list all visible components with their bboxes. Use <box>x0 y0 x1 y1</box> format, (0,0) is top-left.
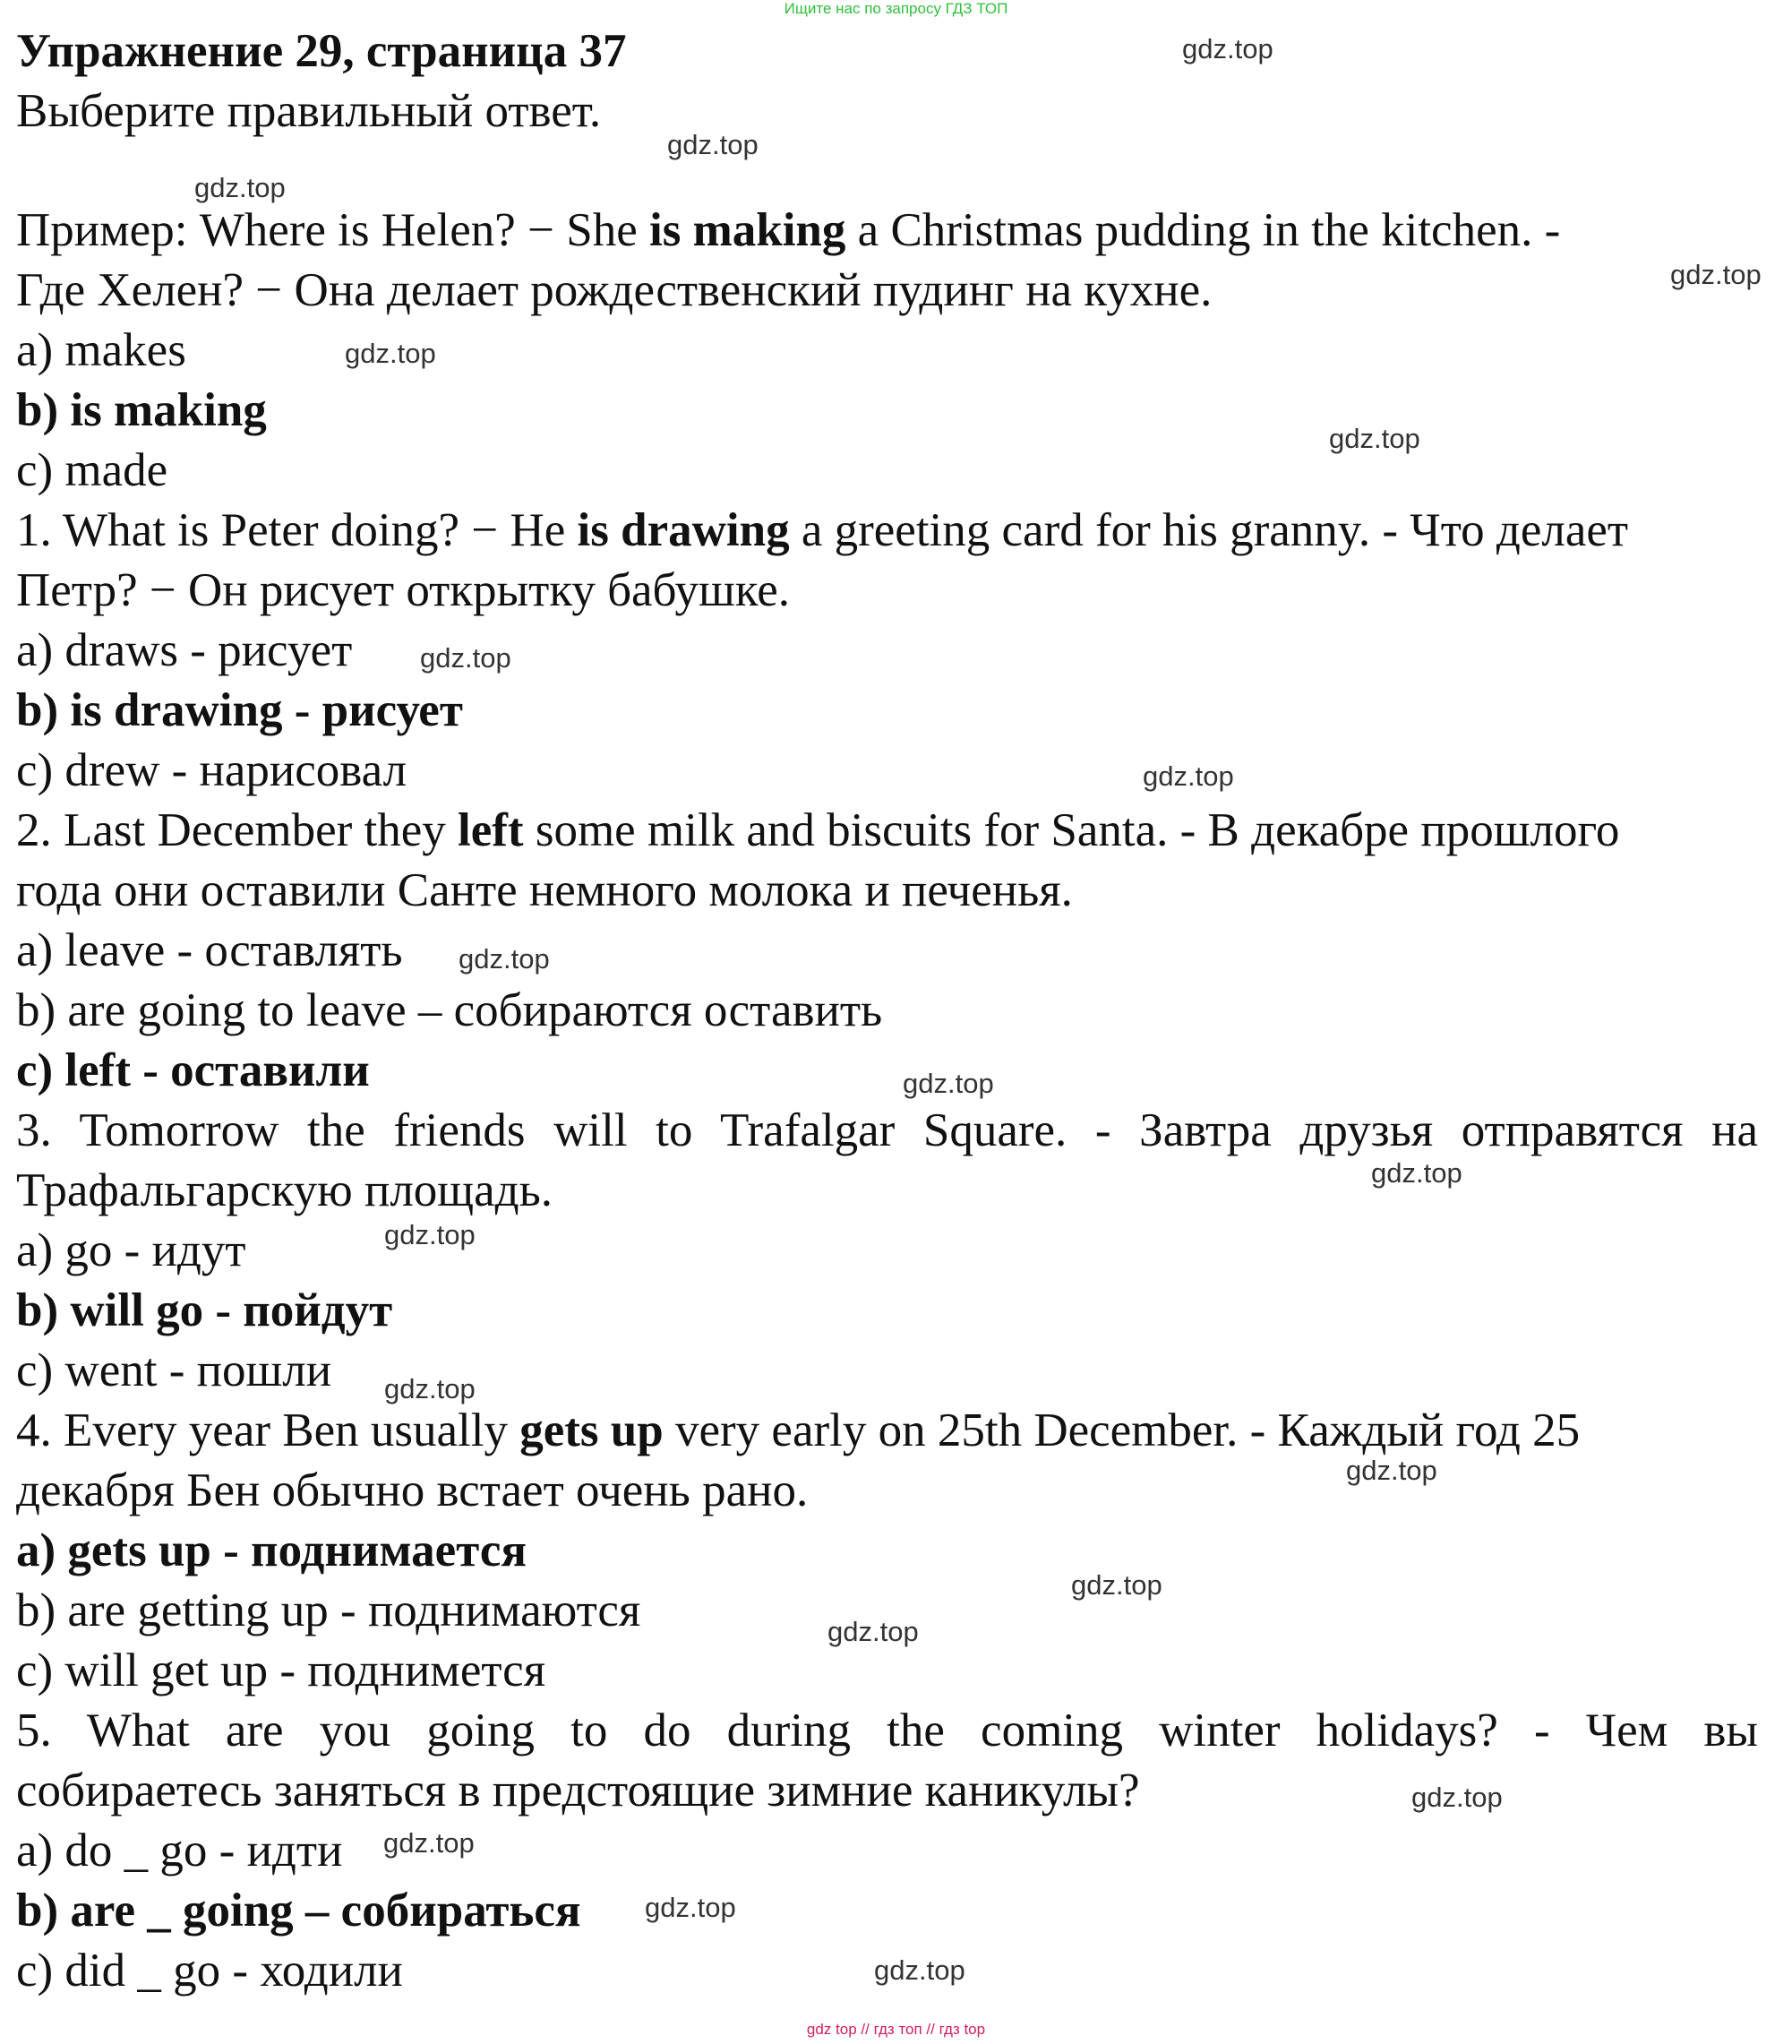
question-1: 1. What is Peter doing? − He is drawing a greeting card for his granny. - Что делает <box>16 504 1629 556</box>
example-question: Пример: Where is Helen? − She is making a Christmas pudding in the kitchen. - <box>16 204 1561 256</box>
question-1-option-a: a) draws - рисует <box>16 624 353 676</box>
exercise-content <box>16 21 1758 2001</box>
exercise-title: Упражнение 29, страница 37 <box>16 25 627 77</box>
question-1-option-c: c) drew - нарисовал <box>16 744 407 796</box>
example-option-c: c) made <box>16 444 168 496</box>
top-banner: Ищите нас по запросу ГДЗ ТОП <box>784 0 1008 17</box>
question-3-option-c: c) went - пошли <box>16 1344 332 1396</box>
question-5-option-b: b) are _ going – собираться <box>16 1885 581 1937</box>
watermark: gdz.top <box>1182 33 1273 64</box>
question-2-option-a: a) leave - оставлять <box>16 924 403 976</box>
watermark: gdz.top <box>384 1373 476 1404</box>
bottom-banner: gdz top // гдз топ // гдз top <box>806 2021 986 2038</box>
watermark: gdz.top <box>1670 259 1762 290</box>
example-translation: Где Хелен? − Она делает рождественский пудинг на кухне. <box>16 264 1213 316</box>
watermark: gdz.top <box>345 338 436 369</box>
question-4: 4. Every year Ben usually gets up very early on 25th December. - Каждый год 25 <box>16 1404 1581 1456</box>
question-2-translation: года они оставили Санте немного молока и печенья. <box>16 864 1073 916</box>
example-option-b: b) is making <box>16 384 267 436</box>
question-3: 3. Tomorrow the friends will to Trafalgar Square. - Завтра друзья отправятся на <box>16 1104 1758 1156</box>
watermark: gdz.top <box>903 1068 994 1099</box>
watermark: gdz.top <box>1411 1782 1503 1813</box>
watermark: gdz.top <box>827 1616 919 1647</box>
question-5-translation: собираетесь заняться в предстоящие зимние каникулы? <box>16 1765 1140 1816</box>
watermark: gdz.top <box>1329 423 1420 454</box>
question-4-option-c: c) will get up - поднимется <box>16 1645 546 1696</box>
watermark: gdz.top <box>1071 1569 1162 1601</box>
watermark: gdz.top <box>667 129 759 160</box>
question-3-option-b: b) will go - пойдут <box>16 1284 393 1336</box>
question-4-option-b: b) are getting up - поднимаются <box>16 1585 641 1636</box>
watermark: gdz.top <box>194 172 286 203</box>
question-3-translation: Трафальгарскую площадь. <box>16 1164 553 1216</box>
watermark: gdz.top <box>459 943 550 975</box>
question-5: 5. What are you going to do during the coming winter holidays? - Чем вы <box>16 1705 1758 1756</box>
watermark: gdz.top <box>874 1954 965 1986</box>
question-5-option-a: a) do _ go - идти <box>16 1825 343 1877</box>
watermark: gdz.top <box>384 1219 476 1250</box>
watermark: gdz.top <box>1346 1455 1437 1486</box>
question-2-option-c: c) left - оставили <box>16 1044 370 1096</box>
question-5-option-c: c) did _ go - ходили <box>16 1945 403 1997</box>
question-1-translation: Петр? − Он рисует открытку бабушке. <box>16 564 791 616</box>
question-1-option-b: b) is drawing - рисует <box>16 684 463 736</box>
question-3-option-a: a) go - идут <box>16 1224 246 1276</box>
example-option-a: a) makes <box>16 324 186 376</box>
watermark: gdz.top <box>1143 760 1234 792</box>
watermark: gdz.top <box>420 642 511 674</box>
example-label: Пример: <box>16 204 188 256</box>
question-2-option-b: b) are going to leave – собираются оставить <box>16 984 883 1036</box>
question-4-translation: декабря Бен обычно встает очень рано. <box>16 1464 809 1516</box>
watermark: gdz.top <box>645 1892 736 1923</box>
instruction-text: Выберите правильный ответ. <box>16 85 602 137</box>
watermark: gdz.top <box>383 1827 475 1859</box>
watermark: gdz.top <box>1371 1157 1462 1189</box>
question-2: 2. Last December they left some milk and biscuits for Santa. - В декабре прошлого <box>16 804 1620 856</box>
question-4-option-a: a) gets up - поднимается <box>16 1524 527 1576</box>
